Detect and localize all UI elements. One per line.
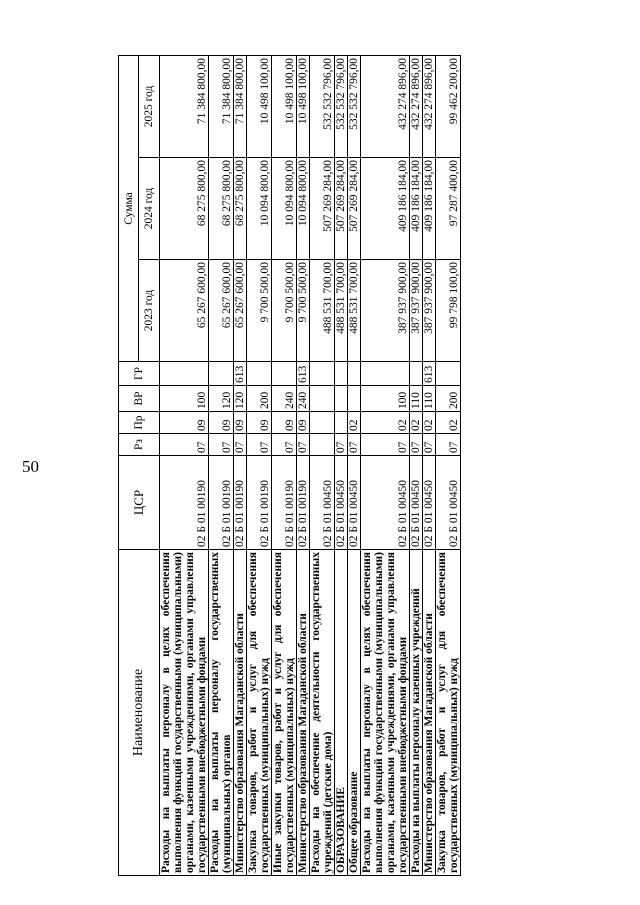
header-pr: Пр: [119, 412, 160, 434]
row-rz: 07: [234, 434, 247, 456]
table-row: [272, 55, 297, 875]
row-sum-2023: 65 267 600,00: [209, 260, 234, 362]
row-vr: [335, 386, 348, 412]
row-sum-2023: 65 267 600,00: [234, 260, 247, 362]
row-sum-2025: 532 532 796,00: [348, 55, 361, 157]
row-sum-2025: 10 498 100,00: [272, 55, 297, 157]
rotated-table-container: [118, 56, 536, 876]
row-pr: 09: [209, 412, 234, 434]
row-vr: 120: [234, 386, 247, 412]
header-name: Наименование: [119, 550, 160, 876]
row-pr: 02: [410, 412, 423, 434]
row-vr: 120: [209, 386, 234, 412]
row-sum-2025: 10 498 100,00: [297, 55, 310, 157]
table-row: [297, 55, 310, 875]
header-rz: Рз: [119, 434, 160, 456]
row-sum-2023: 488 531 700,00: [335, 260, 348, 362]
row-csr: 02 Б 01 00450: [361, 456, 410, 550]
table-row: [436, 55, 461, 875]
row-sum-2024: 10 094 800,00: [247, 158, 272, 260]
row-sum-2023: 387 937 900,00: [423, 260, 436, 362]
row-rz: 07: [436, 434, 461, 456]
row-csr: 02 Б 01 00450: [410, 456, 423, 550]
row-csr: 02 Б 01 00190: [160, 456, 209, 550]
row-sum-2024: 68 275 800,00: [209, 158, 234, 260]
row-rz: 07: [160, 434, 209, 456]
row-sum-2024: 507 269 284,00: [335, 158, 348, 260]
row-vr: [310, 386, 335, 412]
row-sum-2025: 99 462 200,00: [436, 55, 461, 157]
row-csr: 02 Б 01 00450: [310, 456, 335, 550]
table-row: [247, 55, 272, 875]
header-2024: 2024 год: [139, 158, 160, 260]
row-name: Министерство образования Магаданской области: [423, 550, 436, 876]
table-header: [119, 55, 160, 875]
row-name: Расходы на выплаты персоналу государственных (муниципальных) органов: [209, 550, 234, 876]
row-pr: 02: [423, 412, 436, 434]
row-sum-2025: 532 532 796,00: [335, 55, 348, 157]
row-sum-2025: 532 532 796,00: [310, 55, 335, 157]
row-pr: 09: [234, 412, 247, 434]
row-pr: [310, 412, 335, 434]
row-rz: 07: [410, 434, 423, 456]
row-csr: 02 Б 01 00190: [297, 456, 310, 550]
row-rz: 07: [335, 434, 348, 456]
row-sum-2023: 99 798 100,00: [436, 260, 461, 362]
row-gr: [160, 362, 209, 386]
row-rz: 07: [247, 434, 272, 456]
row-sum-2023: 488 531 700,00: [348, 260, 361, 362]
row-rz: 07: [361, 434, 410, 456]
row-csr: 02 Б 01 00190: [234, 456, 247, 550]
row-sum-2023: 65 267 600,00: [160, 260, 209, 362]
row-sum-2025: 432 274 896,00: [410, 55, 423, 157]
row-pr: 09: [247, 412, 272, 434]
row-sum-2025: 432 274 896,00: [361, 55, 410, 157]
row-pr: 09: [297, 412, 310, 434]
row-rz: 07: [348, 434, 361, 456]
row-sum-2025: 10 498 100,00: [247, 55, 272, 157]
row-sum-2024: 68 275 800,00: [160, 158, 209, 260]
row-vr: 100: [361, 386, 410, 412]
row-csr: 02 Б 01 00450: [348, 456, 361, 550]
row-sum-2025: 71 384 800,00: [160, 55, 209, 157]
row-sum-2024: 409 186 184,00: [423, 158, 436, 260]
row-csr: 02 Б 01 00190: [247, 456, 272, 550]
row-vr: 200: [247, 386, 272, 412]
table-row: [310, 55, 335, 875]
table-row: [361, 55, 410, 875]
row-name: Расходы на выплаты персоналу в целях обеспечения выполнения функций государственными (муниципальными) органами, казенными учреждениями, органами управления государственными внебюджетными фондами: [361, 550, 410, 876]
row-gr: [335, 362, 348, 386]
page-number: 50: [22, 457, 39, 476]
row-gr: 613: [234, 362, 247, 386]
table-row: [410, 55, 423, 875]
row-name: ОБРАЗОВАНИЕ: [335, 550, 348, 876]
table-row: [234, 55, 247, 875]
row-name: Расходы на выплаты персоналу в целях обеспечения выполнения функций государственными (муниципальными) органами, казенными учреждениями, органами управления государственными внебюджетными фондами: [160, 550, 209, 876]
header-gr: ГР: [119, 362, 160, 386]
table-row: [209, 55, 234, 875]
row-sum-2024: 68 275 800,00: [234, 158, 247, 260]
row-rz: 07: [297, 434, 310, 456]
row-name: Закупка товаров, работ и услуг для обеспечения государственных (муниципальных) нужд: [247, 550, 272, 876]
row-gr: [410, 362, 423, 386]
row-name: Закупка товаров, работ и услуг для обеспечения государственных (муниципальных) нужд: [436, 550, 461, 876]
row-sum-2024: 10 094 800,00: [297, 158, 310, 260]
row-pr: 02: [361, 412, 410, 434]
row-sum-2023: 488 531 700,00: [310, 260, 335, 362]
row-vr: 240: [272, 386, 297, 412]
header-vr: ВР: [119, 386, 160, 412]
row-sum-2024: 10 094 800,00: [272, 158, 297, 260]
row-sum-2025: 71 384 800,00: [234, 55, 247, 157]
row-sum-2024: 97 287 400,00: [436, 158, 461, 260]
row-vr: 100: [160, 386, 209, 412]
table-row: [335, 55, 348, 875]
row-sum-2025: 71 384 800,00: [209, 55, 234, 157]
row-sum-2024: 507 269 284,00: [310, 158, 335, 260]
row-vr: [348, 386, 361, 412]
row-sum-2023: 9 700 500,00: [272, 260, 297, 362]
row-vr: 110: [410, 386, 423, 412]
row-sum-2024: 409 186 184,00: [410, 158, 423, 260]
row-csr: 02 Б 01 00450: [335, 456, 348, 550]
row-sum-2023: 9 700 500,00: [297, 260, 310, 362]
row-gr: [272, 362, 297, 386]
table-row: [160, 55, 209, 875]
row-gr: [209, 362, 234, 386]
row-csr: 02 Б 01 00450: [423, 456, 436, 550]
row-gr: [247, 362, 272, 386]
row-sum-2024: 409 186 184,00: [361, 158, 410, 260]
row-name: Расходы на выплаты персоналу казенных учреждений: [410, 550, 423, 876]
row-pr: 02: [436, 412, 461, 434]
row-rz: [310, 434, 335, 456]
row-rz: 07: [423, 434, 436, 456]
row-vr: 110: [423, 386, 436, 412]
budget-table: [118, 55, 461, 876]
row-name: Министерство образования Магаданской области: [297, 550, 310, 876]
row-csr: 02 Б 01 00450: [436, 456, 461, 550]
row-gr: [436, 362, 461, 386]
row-rz: 07: [272, 434, 297, 456]
row-csr: 02 Б 01 00190: [272, 456, 297, 550]
row-sum-2023: 387 937 900,00: [361, 260, 410, 362]
row-pr: 09: [160, 412, 209, 434]
row-pr: 09: [272, 412, 297, 434]
header-sum: Сумма: [119, 55, 139, 361]
table-body: [160, 55, 461, 875]
table-row: [348, 55, 361, 875]
row-vr: 200: [436, 386, 461, 412]
row-gr: [361, 362, 410, 386]
row-sum-2023: 387 937 900,00: [410, 260, 423, 362]
row-name: Общее образование: [348, 550, 361, 876]
row-rz: 07: [209, 434, 234, 456]
row-name: Иные закупки товаров, работ и услуг для обеспечения государственных (муниципальных) нужд: [272, 550, 297, 876]
table-row: [423, 55, 436, 875]
row-name: Министерство образования Магаданской области: [234, 550, 247, 876]
header-2025: 2025 год: [139, 55, 160, 157]
header-2023: 2023 год: [139, 260, 160, 362]
row-gr: [310, 362, 335, 386]
budget-table-area: [118, 56, 536, 876]
row-gr: 613: [297, 362, 310, 386]
row-pr: [335, 412, 348, 434]
row-vr: 240: [297, 386, 310, 412]
row-pr: 02: [348, 412, 361, 434]
header-csr: ЦСР: [119, 456, 160, 550]
row-gr: 613: [423, 362, 436, 386]
row-csr: 02 Б 01 00190: [209, 456, 234, 550]
row-gr: [348, 362, 361, 386]
row-sum-2023: 9 700 500,00: [247, 260, 272, 362]
row-sum-2024: 507 269 284,00: [348, 158, 361, 260]
row-name: Расходы на обеспечение деятельности государственных учреждений (детские дома): [310, 550, 335, 876]
row-sum-2025: 432 274 896,00: [423, 55, 436, 157]
